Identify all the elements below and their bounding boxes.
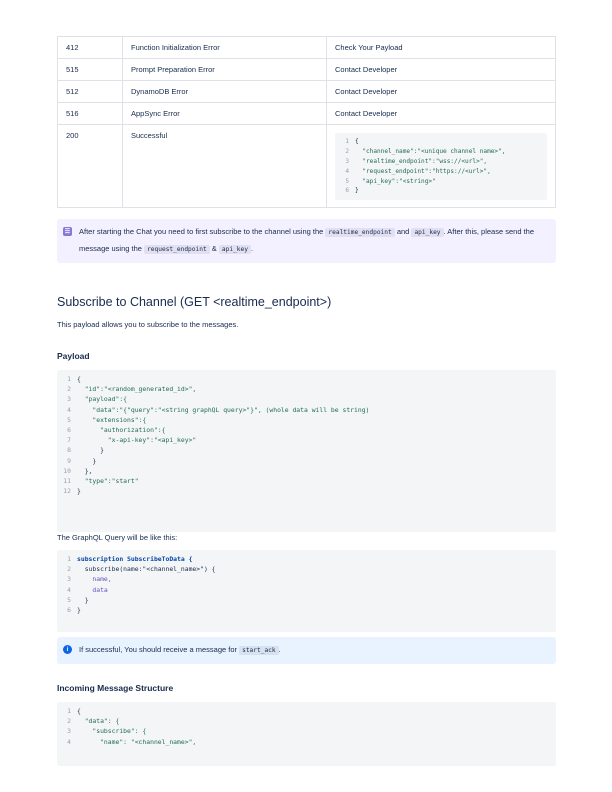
note-panel — [57, 219, 556, 263]
error-description-cell: Prompt Preparation Error — [123, 59, 327, 81]
error-action-cell: Contact Developer — [327, 81, 556, 103]
table-row — [58, 103, 556, 125]
error-description-cell: AppSync Error — [123, 103, 327, 125]
code-line: { — [355, 138, 359, 145]
error-code-cell: 412 — [58, 37, 123, 59]
code-line: "data": { — [77, 717, 120, 726]
code-line: data — [77, 585, 108, 594]
inline-code: start_ack — [239, 646, 279, 655]
error-code-table — [57, 36, 556, 208]
error-description-cell: Function Initialization Error — [123, 37, 327, 59]
code-line: } — [77, 605, 81, 614]
incoming-message-code-block[interactable]: 1 { 2 "data": { 3 "subscribe": { 4 "name": "<channel_name>", — [57, 702, 556, 766]
graphql-code-block[interactable]: 1 subscription SubscribeToData { 2 subscribe(name:"<channel_name>") { 3 name, 4 data 5 } 6 } — [57, 550, 556, 632]
code-line: name, — [77, 575, 112, 584]
graphql-intro-text: The GraphQL Query will be like this: — [57, 533, 178, 542]
info-text: If successful, You should receive a message for — [79, 645, 238, 654]
code-line: subscribe(name:"<channel_name>") { — [77, 565, 216, 574]
code-line: "subscribe": { — [77, 727, 147, 736]
note-text: . — [250, 244, 254, 253]
code-line: { — [77, 375, 81, 383]
code-line: "channel_name":"<unique channel name>", — [355, 147, 506, 155]
success-code-cell: 200 — [58, 125, 123, 208]
code-line: } — [77, 446, 104, 455]
incoming-message-heading: Incoming Message Structure — [57, 683, 174, 693]
code-line: "id":"<random_generated_id>", — [77, 385, 197, 394]
code-line: } — [77, 456, 97, 465]
error-action-cell: Contact Developer — [327, 103, 556, 125]
inline-code: request_endpoint — [144, 245, 210, 254]
error-action-cell: Contact Developer — [327, 59, 556, 81]
note-text: & — [211, 244, 217, 253]
error-code-cell: 515 — [58, 59, 123, 81]
table-row-success — [58, 125, 556, 208]
inline-code: realtime_endpoint — [325, 228, 394, 237]
code-line: } — [77, 595, 89, 604]
info-icon: i — [63, 645, 72, 654]
code-line: } — [77, 487, 81, 496]
code-line: }, — [77, 466, 93, 475]
code-line: "request_endpoint":"https://<url>", — [355, 167, 491, 175]
code-line: { — [77, 707, 81, 715]
success-payload-cell — [327, 125, 556, 208]
code-line: } — [355, 187, 359, 195]
note-text: After starting the Chat you need to first subscribe to the channel using the — [79, 227, 324, 236]
inline-code: api_key — [411, 228, 443, 237]
code-line: "extensions":{ — [77, 415, 147, 424]
error-description-cell: DynamoDB Error — [123, 81, 327, 103]
code-line: "data":"{"query":"<string graphQL query>"}", (whole data will be string) — [77, 405, 370, 414]
info-panel-text — [79, 642, 281, 659]
document-page — [57, 36, 556, 746]
code-line: "x-api-key":"<api_key>" — [77, 436, 197, 445]
note-text: and — [396, 227, 410, 236]
code-line: "type":"start" — [77, 476, 139, 485]
code-line: "payload":{ — [77, 395, 128, 404]
code-line: "authorization":{ — [77, 425, 166, 434]
code-line: "realtime_endpoint":"wss://<url>", — [355, 157, 488, 165]
error-action-cell: Check Your Payload — [327, 37, 556, 59]
table-row — [58, 59, 556, 81]
success-description-cell: Successful — [123, 125, 327, 208]
payload-heading: Payload — [57, 351, 90, 361]
error-code-cell: 516 — [58, 103, 123, 125]
note-icon: ☰ — [64, 228, 71, 235]
inline-code: api_key — [219, 245, 251, 254]
info-text: . — [278, 645, 281, 654]
subscribe-description: This payload allows you to subscribe to the messages. — [57, 320, 239, 329]
subscribe-section-heading: Subscribe to Channel (GET <realtime_endpoint>) — [57, 295, 332, 309]
error-code-cell: 512 — [58, 81, 123, 103]
note-text: . After this, please send the message using the — [79, 227, 535, 253]
code-line: "api_key":"<string>" — [355, 177, 436, 185]
table-row — [58, 81, 556, 103]
code-line: subscription SubscribeToData { — [77, 555, 193, 563]
code-line: "name": "<channel_name>", — [77, 737, 197, 746]
success-payload-code-block[interactable]: 1 { 2 "channel_name":"<unique channel name>", 3 "realtime_endpoint":"wss://<url>", 4 "request_endpoint":"https://<url>", 5 "api_key":"<string>" 6 } — [335, 133, 547, 200]
note-panel-text — [79, 224, 550, 258]
payload-code-block[interactable]: 1 { 2 "id":"<random_generated_id>", 3 "payload":{ 4 "data":"{"query":"<string graphQL query>"}", (whole data will be string) 5 "extensions":{ 6 "authorization":{ 7 "x-api-key":"<api_key>" 8 } 9 } 10 }, 11 "type":"start" 12 } — [57, 370, 556, 532]
info-panel — [57, 637, 556, 664]
table-row — [58, 37, 556, 59]
